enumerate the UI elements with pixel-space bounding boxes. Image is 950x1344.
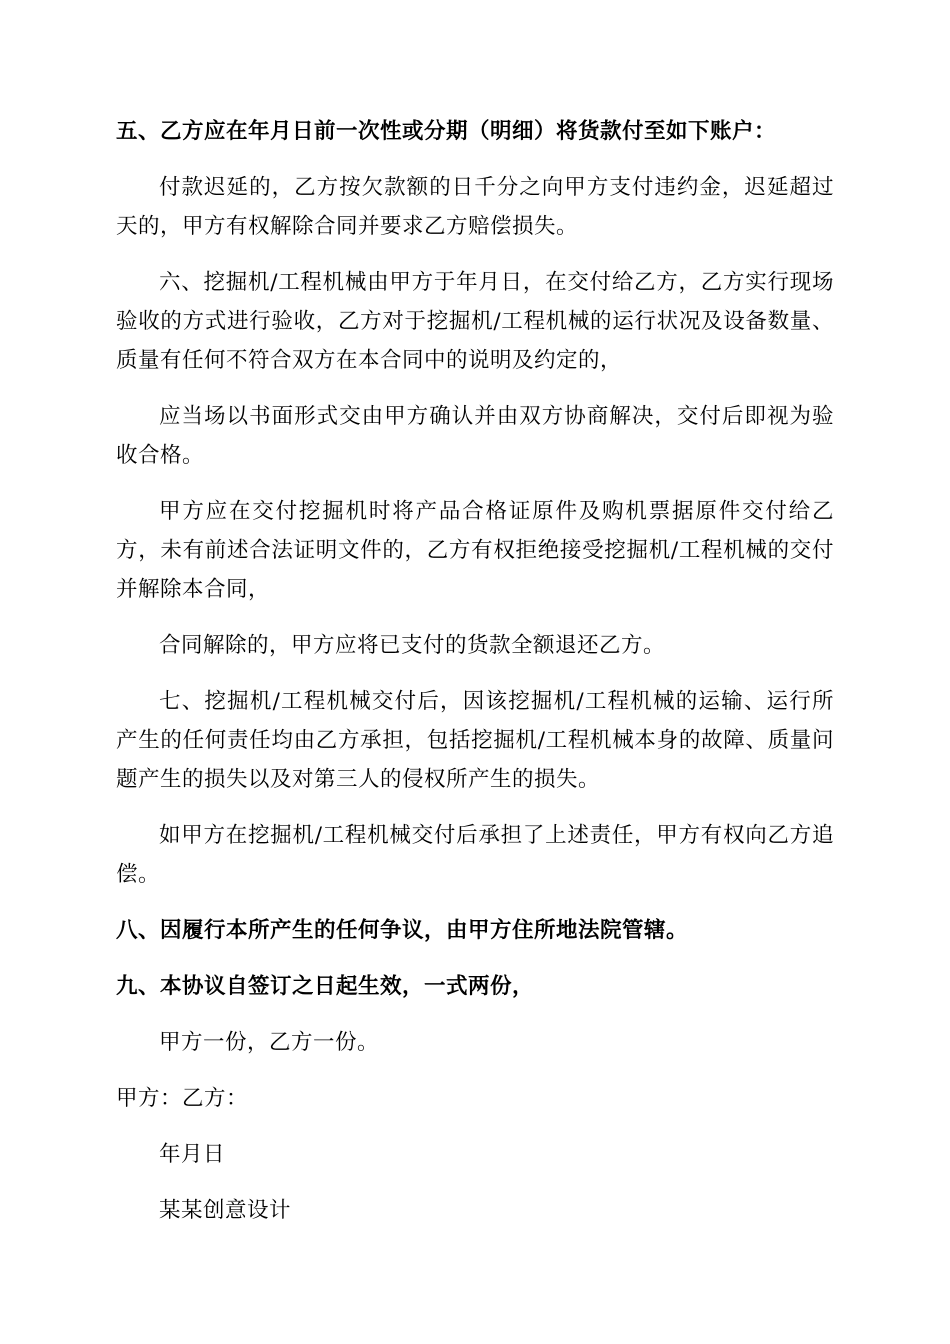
late-payment-paragraph: 付款迟延的，乙方按欠款额的日千分之向甲方支付违约金，迟延超过天的，甲方有权解除合同并要求乙方赔偿损失。 xyxy=(116,175,834,239)
acceptance-paragraph: 应当场以书面形式交由甲方确认并由双方协商解决，交付后即视为验收合格。 xyxy=(116,404,834,468)
recourse-paragraph: 如甲方在挖掘机/工程机械交付后承担了上述责任，甲方有权向乙方追偿。 xyxy=(116,823,834,887)
copies-paragraph: 甲方一份，乙方一份。 xyxy=(159,1030,380,1055)
refund-paragraph: 合同解除的，甲方应将已支付的货款全额退还乙方。 xyxy=(159,633,666,658)
clause-9-heading: 九、本协议自签订之日起生效，一式两份， xyxy=(116,974,535,999)
certificate-paragraph: 甲方应在交付挖掘机时将产品合格证原件及购机票据原件交付给乙方，未有前述合法证明文件的，乙方有权拒绝接受挖掘机/工程机械的交付并解除本合同， xyxy=(116,499,834,602)
clause-5-heading: 五、乙方应在年月日前一次性或分期（明细）将货款付至如下账户： xyxy=(116,119,777,144)
parties-signature-line: 甲方：乙方： xyxy=(116,1086,249,1111)
document-page xyxy=(116,112,834,1247)
author-line: 某某创意设计 xyxy=(159,1198,292,1223)
date-line: 年月日 xyxy=(159,1142,226,1167)
clause-6-paragraph: 六、挖掘机/工程机械由甲方于年月日，在交付给乙方，乙方实行现场验收的方式进行验收，乙方对于挖掘机/工程机械的运行状况及设备数量、质量有任何不符合双方在本合同中的说明及约定的， xyxy=(116,270,834,373)
clause-7-paragraph: 七、挖掘机/工程机械交付后，因该挖掘机/工程机械的运输、运行所产生的任何责任均由乙方承担，包括挖掘机/工程机械本身的故障、质量问题产生的损失以及对第三人的侵权所产生的损失。 xyxy=(116,689,834,792)
clause-8-heading: 八、因履行本所产生的任何争议，由甲方住所地法院管辖。 xyxy=(116,918,689,943)
